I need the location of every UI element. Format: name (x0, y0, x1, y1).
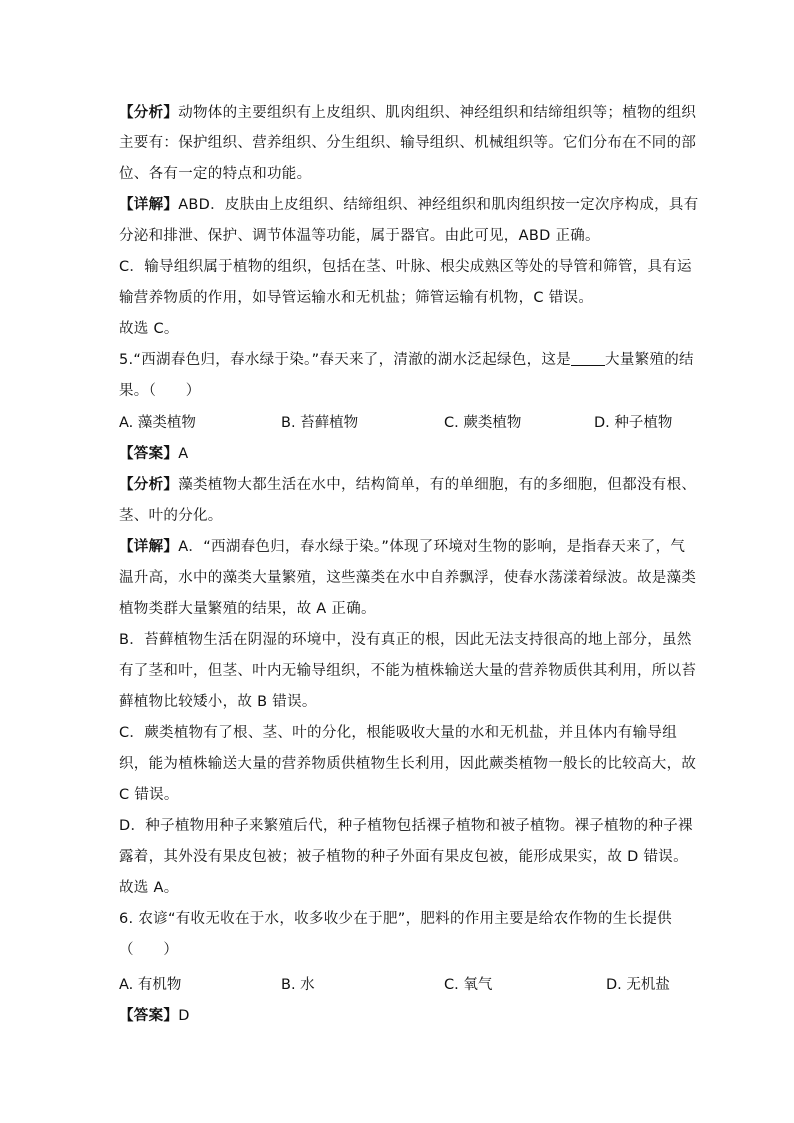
analysis-tag: 【分析】 (119, 105, 179, 121)
detail-line: 露着，其外没有果皮包被；被子植物的种子外面有果皮包被，能形成果实，故 D 错误。 (119, 849, 688, 865)
detail-tag: 【详解】 (119, 197, 179, 213)
detail-tag: 【详解】 (119, 539, 179, 555)
question-6-stem: （ ） (119, 942, 179, 958)
question-5-stem: 果。（ ） (119, 383, 201, 399)
detail-line: 温升高，水中的藻类大量繁殖，这些藻类在水中自养飘浮，使春水荡漾着绿波。故是藻类 (119, 570, 697, 586)
question-5-stem: 5.“西湖春色归，春水绿于染。”春天来了，清澈的湖水泛起绿色，这是 大量繁殖的结 (119, 352, 694, 368)
analysis-line: 茎、叶的分化。 (119, 508, 223, 524)
detail-line: C 错误。 (119, 787, 179, 803)
option-c: C. 氧气 (444, 977, 493, 993)
option-b: B. 水 (281, 977, 315, 993)
analysis-line: 【分析】动物体的主要组织有上皮组织、肌肉组织、神经组织和结缔组织等；植物的组织 (119, 105, 697, 121)
option-a: A. 藻类植物 (119, 415, 196, 431)
answer-tag: 【答案】 (119, 446, 179, 462)
question-6-stem: 6. 农谚“有收无收在于水，收多收少在于肥”，肥料的作用主要是给农作物的生长提供 (119, 911, 672, 927)
detail-line: 分泌和排泄、保护、调节体温等功能，属于器官。由此可见，ABD 正确。 (119, 228, 600, 244)
detail-line: C．蕨类植物有了根、茎、叶的分化，根能吸收大量的水和无机盐，并且体内有输导组 (119, 725, 678, 741)
option-d: D. 种子植物 (594, 415, 673, 431)
analysis-tag: 【分析】 (119, 477, 179, 493)
answer-blank (571, 351, 605, 366)
answer-value: D (178, 1008, 190, 1024)
analysis-line: 位、各有一定的特点和功能。 (119, 166, 312, 182)
detail-line: C．输导组织属于植物的组织，包括在茎、叶脉、根尖成熟区等处的导管和筛管，具有运 (119, 259, 692, 275)
option-b: B. 苔藓植物 (281, 415, 359, 431)
detail-line: B．苔藓植物生活在阴湿的环境中，没有真正的根，因此无法支持很高的地上部分，虽然 (119, 632, 692, 648)
detail-line: 【详解】ABD．皮肤由上皮组织、结缔组织、神经组织和肌肉组织按一定次序构成，具有 (119, 197, 699, 213)
option-a: A. 有机物 (119, 977, 182, 993)
conclusion-line: 故选 C。 (119, 321, 179, 337)
detail-line: 【详解】A．“西湖春色归，春水绿于染。”体现了环境对生物的影响，是指春天来了，气 (119, 539, 686, 555)
analysis-line: 【分析】藻类植物大都生活在水中，结构简单，有的单细胞，有的多细胞，但都没有根、 (119, 477, 697, 493)
answer-line (119, 445, 679, 463)
detail-line: 输营养物质的作用，如导管运输水和无机盐；筛管运输有机物，C 错误。 (119, 290, 594, 306)
detail-line: D．种子植物用种子来繁殖后代，种子植物包括裸子植物和被子植物。裸子植物的种子裸 (119, 818, 693, 834)
detail-line: 藓植物比较矮小，故 B 错误。 (119, 694, 317, 710)
detail-line: 有了茎和叶，但茎、叶内无输导组织，不能为植株输送大量的营养物质供其利用，所以苔 (119, 663, 697, 679)
analysis-line: 主要有：保护组织、营养组织、分生组织、输导组织、机械组织等。它们分布在不同的部 (119, 135, 697, 151)
answer-tag: 【答案】 (119, 1008, 179, 1024)
detail-line: 植物类群大量繁殖的结果，故 A 正确。 (119, 601, 376, 617)
answer-line (119, 1007, 679, 1025)
option-c: C. 蕨类植物 (444, 415, 522, 431)
conclusion-line: 故选 A。 (119, 880, 179, 896)
option-d: D. 无机盐 (606, 977, 670, 993)
answer-value: A (178, 446, 189, 462)
detail-line: 织，能为植株输送大量的营养物质供植物生长利用，因此蕨类植物一般长的比较高大，故 (119, 756, 697, 772)
